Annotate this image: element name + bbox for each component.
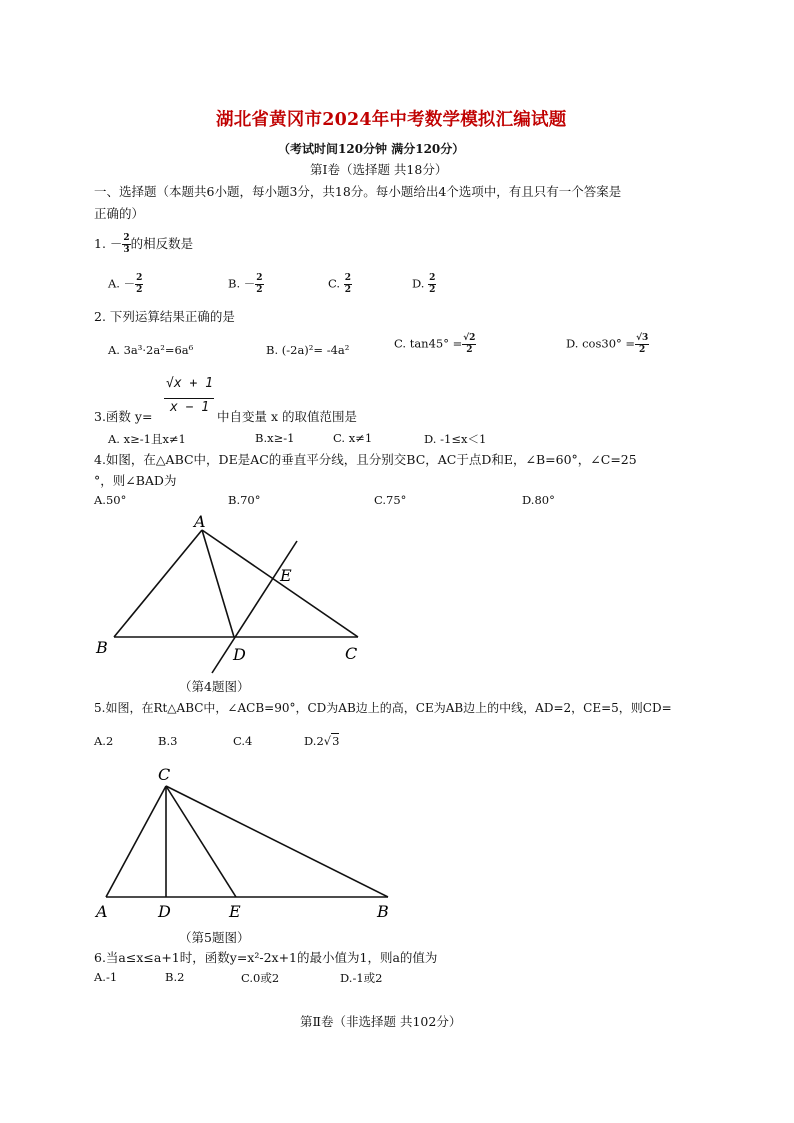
- segment-bc: [166, 786, 388, 897]
- question-3-option-d[interactable]: D. -1≤x＜1: [424, 432, 487, 446]
- question-4-stem-line1: 4.如图，在△ABC中，DE是AC的垂直平分线，且分别交BC，AC于点D和E，∠B=60°，∠C=25: [94, 452, 637, 467]
- segment-ac: [106, 786, 166, 897]
- question-3-option-b[interactable]: B.x≥-1: [255, 431, 295, 445]
- question-6-stem: 6.当a≤x≤a+1时，函数y=x²-2x+1的最小值为1，则a的值为: [94, 950, 438, 965]
- question-1-option-a[interactable]: A. － $\frac{2}{2}$: [108, 273, 143, 295]
- question-2-option-b[interactable]: B. (-2a)²= -4a²: [266, 343, 350, 357]
- segment-ab: [114, 530, 202, 637]
- question-6-option-b[interactable]: B.2: [165, 970, 185, 984]
- point-label-d: D: [158, 902, 171, 921]
- question-1-stem: [94, 234, 193, 255]
- question-2-option-d[interactable]: D. cos30° = $\frac{√3}{2}$: [566, 333, 649, 355]
- question-3-option-a[interactable]: A. x≥-1且x≠1: [108, 432, 186, 446]
- question-4-option-d[interactable]: D.80°: [522, 493, 555, 507]
- question-6-option-a[interactable]: A.-1: [94, 970, 118, 984]
- question-5-option-c[interactable]: C.4: [233, 734, 253, 748]
- question-5-stem: 5.如图，在Rt△ABC中，∠ACB=90°，CD为AB边上的高，CE为AB边上的中线，AD=2，CE=5，则CD=: [94, 701, 672, 715]
- point-label-c: C: [158, 765, 171, 784]
- question-4-option-b[interactable]: B.70°: [228, 493, 261, 507]
- question-1-fraction: $\frac{2}{3}$: [123, 233, 130, 255]
- point-label-c: C: [345, 644, 358, 663]
- question-6-option-d[interactable]: D.-1或2: [340, 971, 383, 985]
- question-3-stem-prefix: 3.函数 y=: [94, 409, 153, 424]
- question-6-option-c[interactable]: C.0或2: [241, 971, 280, 985]
- part1-heading: 第Ⅰ卷（选择题 共18分）: [310, 162, 448, 177]
- question-3-option-c[interactable]: C. x≠1: [333, 431, 373, 445]
- question-4-option-c[interactable]: C.75°: [374, 493, 407, 507]
- question-4-figure-caption: （第4题图）: [179, 679, 250, 694]
- point-label-a: A: [194, 512, 206, 531]
- point-label-b: B: [377, 902, 389, 921]
- question-1-text: 的相反数是: [130, 236, 194, 251]
- question-3-fraction-numerator: √x + 1: [166, 376, 213, 391]
- question-4-option-a[interactable]: A.50°: [94, 493, 127, 507]
- part2-heading: 第Ⅱ卷（非选择题 共102分）: [300, 1014, 462, 1029]
- question-5-option-b[interactable]: B.3: [158, 734, 178, 748]
- question-3-fraction-bar: [164, 398, 214, 399]
- section1-intro-line1: 一、选择题（本题共6小题，每小题3分，共18分。每小题给出4个选项中，有且只有一个答案是: [94, 184, 622, 199]
- page-title: 湖北省黄冈市2024年中考数学模拟汇编试题: [216, 110, 567, 130]
- question-4-figure: [90, 508, 358, 678]
- question-1-option-c[interactable]: C. $\frac{2}{2}$: [328, 273, 351, 295]
- segment-ad: [202, 530, 234, 637]
- point-label-a: A: [96, 902, 108, 921]
- question-4-stem-line2: °，则∠BAD为: [94, 473, 177, 488]
- point-label-d: D: [233, 645, 246, 664]
- section1-intro-line2: 正确的）: [94, 206, 145, 221]
- point-label-e: E: [229, 902, 241, 921]
- point-label-e: E: [280, 566, 292, 585]
- question-5-option-d[interactable]: D.2√3: [304, 734, 340, 748]
- question-3-stem-suffix: 中自变量 x 的取值范围是: [217, 409, 357, 424]
- question-5-figure: [90, 760, 400, 922]
- question-5-figure-caption: （第5题图）: [179, 930, 250, 945]
- question-3-fraction-denominator: x − 1: [170, 400, 210, 415]
- question-5-option-a[interactable]: A.2: [94, 734, 114, 748]
- question-1-option-d[interactable]: D. $\frac{2}{2}$: [412, 273, 436, 295]
- exam-info: （考试时间120分钟 满分120分）: [278, 142, 465, 156]
- question-1-option-b[interactable]: B. － $\frac{2}{2}$: [228, 273, 263, 295]
- question-2-option-c[interactable]: C. tan45° = $\frac{√2}{2}$: [394, 333, 476, 355]
- question-2-option-a[interactable]: A. 3a³·2a²=6a⁶: [108, 343, 194, 357]
- question-2-stem: 2. 下列运算结果正确的是: [94, 309, 235, 324]
- question-1-prefix: 1. －: [94, 236, 123, 251]
- point-label-b: B: [96, 638, 108, 657]
